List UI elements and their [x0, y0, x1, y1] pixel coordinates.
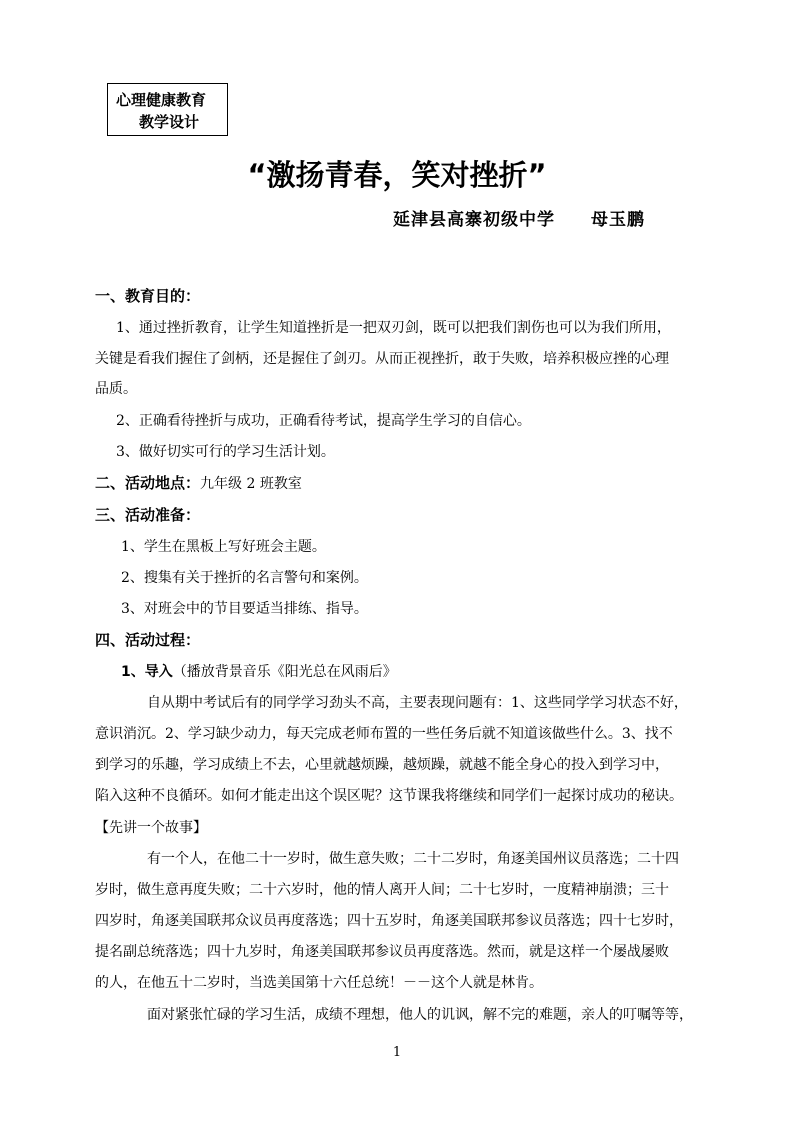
- header-box-line2: 教学设计: [139, 113, 200, 131]
- story-paragraph-line: 四岁时，角逐美国联邦众议员再度落选；四十五岁时，角逐美国联邦参议员落选；四十七岁时，: [95, 913, 683, 929]
- story-paragraph-line: 岁时，做生意再度失败；二十六岁时，他的情人离开人间；二十七岁时，一度精神崩溃；三十: [95, 882, 669, 898]
- section1-line: 2、正确看待挫折与成功，正确看待考试，提高学生学习的自信心。: [116, 413, 531, 429]
- document-title: “激扬青春，笑对挫折”: [247, 158, 547, 192]
- section3-item: 1、学生在黑板上写好班会主题。: [121, 539, 326, 555]
- story-paragraph-line: 的人，在他五十二岁时，当选美国第十六任总统！－－这个人就是林肯。: [95, 975, 543, 991]
- intro-paragraph-line: 意识消沉。2、学习缺少动力，每天完成老师布置的一些任务后就不知道该做些什么。3、找不: [95, 726, 673, 742]
- section1-heading: 一、教育目的：: [95, 287, 201, 305]
- section3-heading: 三、活动准备：: [95, 506, 201, 524]
- section1-line: 1、通过挫折教育，让学生知道挫折是一把双刃剑，既可以把我们割伤也可以为我们所用，: [116, 320, 671, 336]
- section1-line: 品质。: [95, 381, 137, 397]
- closing-line: 面对紧张忙碌的学习生活，成绩不理想，他人的讥讽，解不完的难题，亲人的叮嘱等等，: [147, 1007, 693, 1023]
- section2-heading: 二、活动地点：: [95, 474, 201, 492]
- section2-value: 九年级 2 班教室: [200, 476, 302, 492]
- section2-line: [95, 472, 302, 493]
- intro-paragraph-line: 到学习的乐趣，学习成绩上不去，心里就越烦躁，越烦躁，就越不能全身心的投入到学习中，: [95, 757, 669, 773]
- header-box-line1: 心理健康教育: [116, 91, 207, 109]
- story-paragraph-line: 有一个人，在他二十一岁时，做生意失败；二十二岁时，角逐美国州议员落选；二十四: [147, 851, 679, 867]
- author-line: 延津县高寨初级中学 母玉鹏: [393, 210, 645, 230]
- section4-heading: 四、活动过程：: [95, 631, 201, 649]
- header-box: [107, 83, 228, 136]
- section1-line: 3、做好切实可行的学习生活计划。: [116, 444, 335, 460]
- story-label: 【先讲一个故事】: [95, 820, 207, 836]
- section4-sub-note: （播放背景音乐《阳光总在风雨后》: [172, 664, 397, 680]
- intro-paragraph-line: 陷入这种不良循环。如何才能走出这个误区呢？这节课我将继续和同学们一起探讨成功的秘诀。: [95, 788, 683, 804]
- section1-line: 关键是看我们握住了剑柄，还是握住了剑刃。从而正视挫折，敢于失败，培养积极应挫的心理: [95, 351, 669, 367]
- section3-item: 2、搜集有关于挫折的名言警句和案例。: [121, 570, 368, 586]
- intro-paragraph-line: 自从期中考试后有的同学学习劲头不高，主要表现问题有：1、这些同学学习状态不好，: [147, 695, 688, 711]
- page-number: 1: [392, 1045, 402, 1060]
- story-paragraph-line: 提名副总统落选；四十九岁时，角逐美国联邦参议员再度落选。然而，就是这样一个屡战屡败: [95, 944, 669, 960]
- section4-subheading: [121, 661, 397, 681]
- section3-item: 3、对班会中的节目要适当排练、指导。: [121, 601, 368, 617]
- section4-sub-label: 1、导入: [121, 664, 173, 680]
